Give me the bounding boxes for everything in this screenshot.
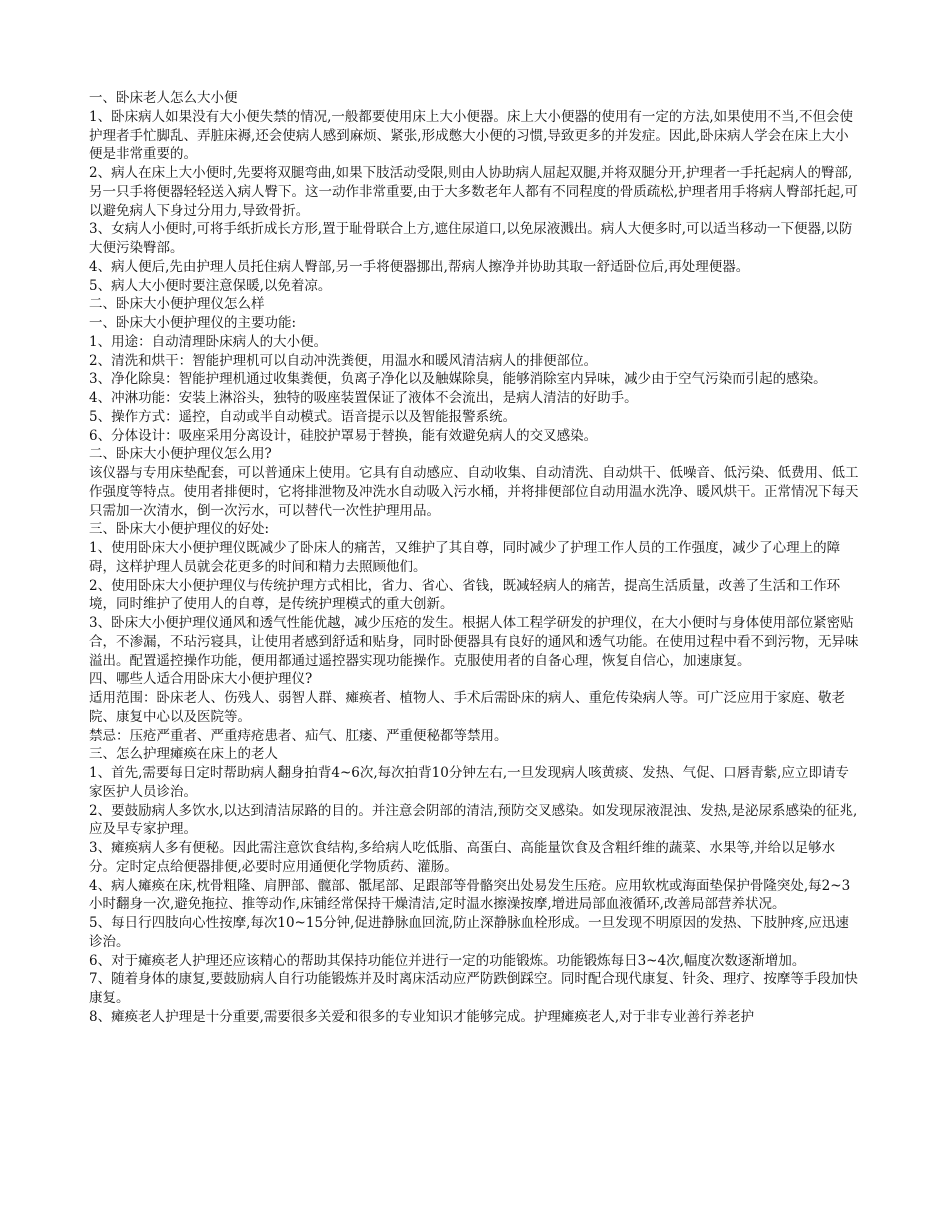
paragraph: 禁忌：压疮严重者、严重痔疮患者、疝气、肛瘘、严重便秘都等禁用。	[89, 727, 508, 744]
paragraph: 3、瘫痪病人多有便秘。因此需注意饮食结构,多给病人吃低脂、高蛋白、高能量饮食及含粗纤维的蔬菜、水果等,并给以足够水分。定时定点给便器排便,必要时应用通便化学物质药、灌肠。	[89, 840, 836, 875]
paragraph: 2、要鼓励病人多饮水,以达到清洁尿路的目的。并注意会阴部的清洁,预防交叉感染。如发现尿液混浊、发热,是泌尿系感染的征兆,应及早专家护理。	[89, 802, 858, 838]
paragraph: 1、用途：自动清理卧床病人的大小便。	[89, 333, 328, 350]
document-body	[89, 89, 861, 1027]
paragraph: 1、使用卧床大小便护理仪既减少了卧床人的痛苦，又维护了其自尊，同时减少了护理工作人员的工作强度，减少了心理上的障碍，这样护理人员就会花更多的时间和精力去照顾他们。	[89, 540, 841, 575]
paragraph: 3、女病人小便时,可将手纸折成长方形,置于耻骨联合上方,遮住尿道口,以免尿液溅出。病人大便多时,可以适当移动一下便器,以防大便污染臀部。	[89, 221, 853, 256]
section-heading: 四、哪些人适合用卧床大小便护理仪?	[89, 671, 313, 688]
paragraph: 5、每日行四肢向心性按摩,每次10~15分钟,促进静脉血回流,防止深静脉血栓形成。一旦发现不明原因的发热、下肢肿疼,应迅速诊治。	[89, 915, 849, 950]
paragraph: 7、随着身体的康复,要鼓励病人自行功能锻炼并及时离床活动应严防跌倒踩空。同时配合现代康复、针灸、理疗、按摩等手段加快康复。	[89, 971, 858, 1006]
paragraph: 4、病人瘫痪在床,枕骨粗隆、肩胛部、髋部、骶尾部、足跟部等骨骼突出处易发生压疮。应用软枕或海面垫保护骨隆突处,每2~3小时翻身一次,避免拖拉、推等动作,床铺经常保持干燥清洁,定时温水擦澡按摩,增进局部血液循环,改善局部营养状况。	[89, 877, 851, 913]
paragraph: 1、卧床病人如果没有大小便失禁的情况,一般都要使用床上大小便器。床上大小便器的使用有一定的方法,如果使用不当,不但会使护理者手忙脚乱、弄脏床褥,还会使病人感到麻烦、紧张,形成憋大小便的习惯,导致更多的并发症。因此,卧床病人学会在床上大小便是非常重要的。	[89, 108, 853, 163]
paragraph: 2、使用卧床大小便护理仪与传统护理方式相比，省力、省心、省钱，既减轻病人的痛苦，提高生活质量，改善了生活和工作环境，同时维护了使用人的自尊，是传统护理模式的重大创新。	[89, 577, 841, 613]
paragraph: 5、操作方式：遥控，自动或半自动模式。语音提示以及智能报警系统。	[89, 408, 517, 425]
section-heading: 一、卧床大小便护理仪的主要功能:	[89, 315, 297, 331]
paragraph: 6、分体设计：吸座采用分离设计，硅胶护罩易于替换，能有效避免病人的交叉感染。	[89, 427, 598, 444]
section-heading: 二、卧床大小便护理仪怎么样	[89, 296, 265, 313]
paragraph: 3、净化除臭：智能护理机通过收集粪便，负离子净化以及触媒除臭，能够消除室内异味，减少由于空气污染而引起的感染。	[89, 371, 827, 388]
paragraph: 1、首先,需要每日定时帮助病人翻身拍背4~6次,每次拍背10分钟左右,一旦发现病人咳黄痰、发热、气促、口唇青紫,应立即请专家医护人员诊治。	[89, 765, 849, 800]
paragraph: 5、病人大小便时要注意保暖,以免着凉。	[89, 277, 332, 294]
paragraph: 适用范围：卧床老人、伤残人、弱智人群、瘫痪者、植物人、手术后需卧床的病人、重危传染病人等。可广泛应用于家庭、敬老院、康复中心以及医院等。	[89, 690, 845, 725]
section-heading: 二、卧床大小便护理仪怎么用?	[89, 446, 272, 463]
paragraph: 6、对于瘫痪老人护理还应该精心的帮助其保持功能位并进行一定的功能锻炼。功能锻炼每日3~4次,幅度次数逐渐增加。	[89, 952, 806, 969]
paragraph: 4、病人便后,先由护理人员托住病人臀部,另一手将便器挪出,帮病人擦净并协助其取一舒适卧位后,再处理便器。	[89, 258, 750, 275]
paragraph: 该仪器与专用床垫配套，可以普通床上使用。它具有自动感应、自动收集、自动清洗、自动烘干、低噪音、低污染、低费用、低工作强度等特点。使用者排便时，它将排泄物及冲洗水自动吸入污水桶，并将排便部位自动用温水洗净、暖风烘干。正常情况下每天只需加一次清水，倒一次污水，可以替代一次性护理用品。	[89, 465, 859, 519]
section-heading: 三、怎么护理瘫痪在床上的老人	[89, 746, 278, 763]
paragraph: 4、冲淋功能：安装上淋浴头，独特的吸座装置保证了液体不会流出，是病人清洁的好助手。	[89, 390, 638, 406]
paragraph: 8、瘫痪老人护理是十分重要,需要很多关爱和很多的专业知识才能够完成。护理瘫痪老人,对于非专业善行养老护	[89, 1008, 755, 1025]
paragraph: 3、卧床大小便护理仪通风和透气性能优越，减少压疮的发生。根据人体工程学研发的护理仪，在大小便时与身体使用部位紧密贴合，不渗漏，不玷污寝具，让使用者感到舒适和贴身，同时卧便器具有良好的通风和透气功能。在使用过程中看不到污物，无异味溢出。配置遥控操作功能，便用都通过遥控器实现功能操作。克服使用者的自备心理，恢复自信心，加速康复。	[89, 615, 859, 669]
section-heading: 一、卧床老人怎么大小便	[89, 90, 238, 106]
paragraph: 2、清洗和烘干：智能护理机可以自动冲洗粪便，用温水和暖风清洁病人的排便部位。	[89, 352, 598, 369]
section-heading: 三、卧床大小便护理仪的好处:	[89, 521, 270, 538]
paragraph: 2、病人在床上大小便时,先要将双腿弯曲,如果下肢活动受限,则由人协助病人屈起双腿,并将双腿分开,护理者一手托起病人的臀部,另一只手将便器轻轻送入病人臀下。这一动作非常重要,由于大多数老年人都有不同程度的骨质疏松,护理者用手将病人臀部托起,可以避免病人下身过分用力,导致骨折。	[89, 165, 858, 219]
